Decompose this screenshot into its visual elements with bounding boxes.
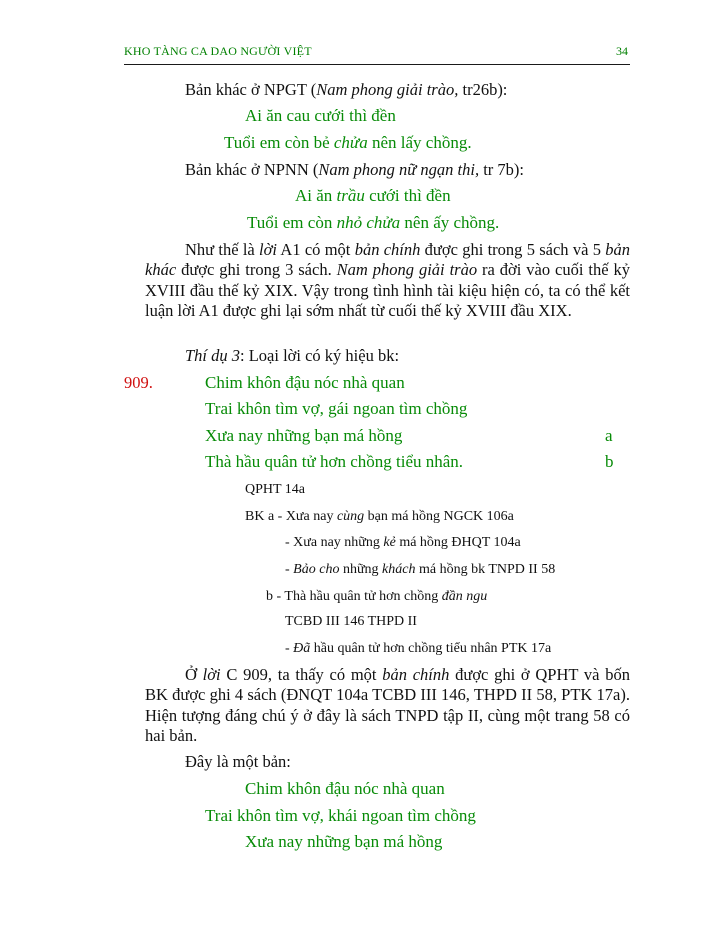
- npgt-verse-2: Tuổi em còn bẻ chửa nên lấy chồng.: [224, 133, 472, 152]
- poem-line-3-mark: a: [605, 426, 613, 445]
- note-source: QPHT 14a: [245, 482, 306, 497]
- poem-line-1: Chim khôn đậu nóc nhà quan: [205, 373, 405, 392]
- npnn-verse-1: Ai ăn trầu cưới thì đền: [295, 186, 451, 205]
- paragraph-2: Ở lời C 909, ta thấy có một bản chính được ghi ở QPHT và bốn BK được ghi 4 sách (ĐNQT 104a TCBD III 146, THPD II 58, PTK 17a). Hiện tượng đáng chú ý ở đây là sách TNPD tập II, cùng một trang 58 có hai bản.: [145, 665, 630, 745]
- npgt-verse-1: Ai ăn cau cưới thì đền: [245, 106, 396, 125]
- poem-line-4-mark: b: [605, 452, 614, 471]
- paragraph-1: Như thế là lời A1 có một bản chính được ghi trong 5 sách và 5 bản khác được ghi trong 3 sách. Nam phong giải trào ra đời vào cuối thế kỷ XVIII đầu thế kỷ XIX. Vậy trong tình hình tài kiệu hiện có, ta có thể kết luận lời A1 được ghi lại sớm nhất từ cuối thế kỷ XVIII đầu XIX.: [145, 240, 630, 320]
- npgt-intro: Bản khác ở NPGT (Nam phong giải trào, tr26b):: [185, 80, 508, 99]
- poem-line-3: Xưa nay những bạn má hồng: [205, 426, 403, 445]
- paragraph-3: Đây là một bản:: [185, 752, 291, 771]
- tail-verse-2: Trai khôn tìm vợ, khái ngoan tìm chồng: [205, 806, 476, 825]
- tail-verse-1: Chim khôn đậu nóc nhà quan: [245, 779, 445, 798]
- note-bk-b-2: TCBD III 146 THPD II: [285, 614, 417, 629]
- poem-line-2: Trai khôn tìm vợ, gái ngoan tìm chồng: [205, 399, 468, 418]
- npnn-intro: Bản khác ở NPNN (Nam phong nữ ngạn thi, tr 7b):: [185, 160, 525, 179]
- note-bk-a-3: - Bảo cho những khách má hồng bk TNPD II 58: [285, 562, 556, 577]
- running-header: [124, 44, 630, 65]
- note-bk-a-1: BK a - Xưa nay cùng bạn má hồng NGCK 106a: [245, 509, 514, 524]
- example-label: Thí dụ 3: Loại lời có ký hiệu bk:: [185, 346, 400, 365]
- note-bk-b-3: - Đã hầu quân tử hơn chồng tiểu nhân PTK 17a: [285, 641, 552, 656]
- poem-number: 909.: [124, 373, 153, 392]
- page-number: 34: [616, 44, 628, 58]
- note-bk-a-2: - Xưa nay những kẻ má hồng ĐHQT 104a: [285, 535, 521, 550]
- tail-verse-3: Xưa nay những bạn má hồng: [245, 832, 443, 851]
- npnn-verse-2: Tuổi em còn nhỏ chửa nên ấy chồng.: [247, 213, 500, 232]
- poem-line-4: Thà hầu quân tử hơn chồng tiểu nhân.: [205, 452, 464, 471]
- note-bk-b-1: b - Thà hầu quân tử hơn chồng đần ngu: [266, 589, 488, 604]
- book-title: KHO TÀNG CA DAO NGƯỜI VIỆT: [124, 44, 312, 58]
